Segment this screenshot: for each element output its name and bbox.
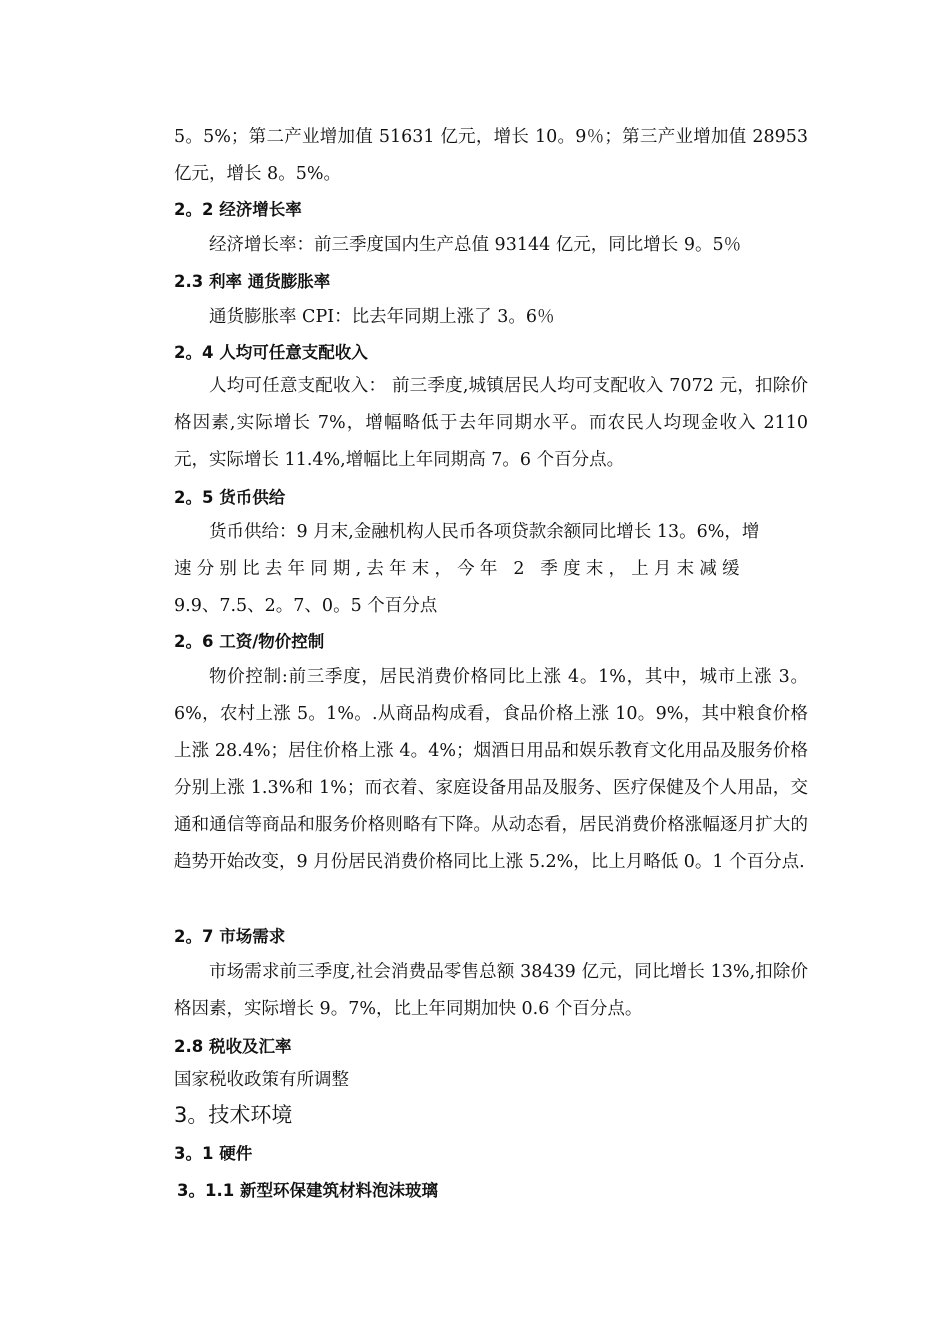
section-3-title: 3。技术环境	[174, 1103, 293, 1127]
heading-3-1: 3。1 硬件	[174, 1144, 253, 1163]
paragraph-tax-policy: 国家税收政策有所调整	[174, 1070, 349, 1090]
paragraph-money-supply-line2: 速分别比去年同期,去年末，今年 2 季度末，上月末减缓	[174, 559, 745, 579]
paragraph-economic-growth: 经济增长率：前三季度国内生产总值 93144 亿元，同比增长 9。5％	[209, 235, 742, 255]
heading-2-8: 2.8 税收及汇率	[174, 1037, 292, 1056]
paragraph-industry-growth: 5。5%；第二产业增加值 51631 亿元，增长 10。9％；第三产业增加值 28953 亿元，增长 8。5%。	[174, 127, 808, 184]
paragraph-price-control: 物价控制:前三季度，居民消费价格同比上涨 4。1%，其中，城市上涨 3。6%，农村上涨 5。1%。.从商品构成看，食品价格上涨 10。9%，其中粮食价格上涨 28.4%；居住价格上涨 4。4%；烟酒日用品和娱乐教育文化用品及服务价格分别上涨 1.3%和 1%；而衣着、家庭设备用品及服务、医疗保健及个人用品，交通和通信等商品和服务价格则略有下降。从动态看，居民消费价格涨幅逐月扩大的趋势开始改变，9 月份居民消费价格同比上涨 5.2%，比上月略低 0。1 个百分点.	[174, 667, 808, 872]
heading-3-1-1: 3。1.1 新型环保建筑材料泡沫玻璃	[177, 1181, 438, 1200]
paragraph-money-supply-line1: 货币供给：9 月末,金融机构人民币各项贷款余额同比增长 13。6%，增	[209, 522, 760, 542]
paragraph-money-supply-line3: 9.9、7.5、2。7、0。5 个百分点	[174, 596, 438, 616]
heading-2-3: 2.3 利率 通货膨胀率	[174, 272, 331, 291]
heading-2-5: 2。5 货币供给	[174, 488, 286, 507]
heading-2-7: 2。7 市场需求	[174, 927, 286, 946]
paragraph-inflation: 通货膨胀率 CPI：比去年同期上涨了 3。6％	[209, 307, 555, 327]
heading-2-2: 2。2 经济增长率	[174, 200, 302, 219]
paragraph-market-demand: 市场需求前三季度,社会消费品零售总额 38439 亿元，同比增长 13%,扣除价格因素，实际增长 9。7%，比上年同期加快 0.6 个百分点。	[174, 962, 808, 1019]
heading-2-6: 2。6 工资/物价控制	[174, 632, 325, 651]
heading-2-4: 2。4 人均可任意支配收入	[174, 343, 368, 362]
paragraph-disposable-income: 人均可任意支配收入： 前三季度,城镇居民人均可支配收入 7072 元，扣除价格因素,实际增长 7%，增幅略低于去年同期水平。而农民人均现金收入 2110 元，实际增长 11.4%,增幅比上年同期高 7。6 个百分点。	[174, 376, 808, 470]
